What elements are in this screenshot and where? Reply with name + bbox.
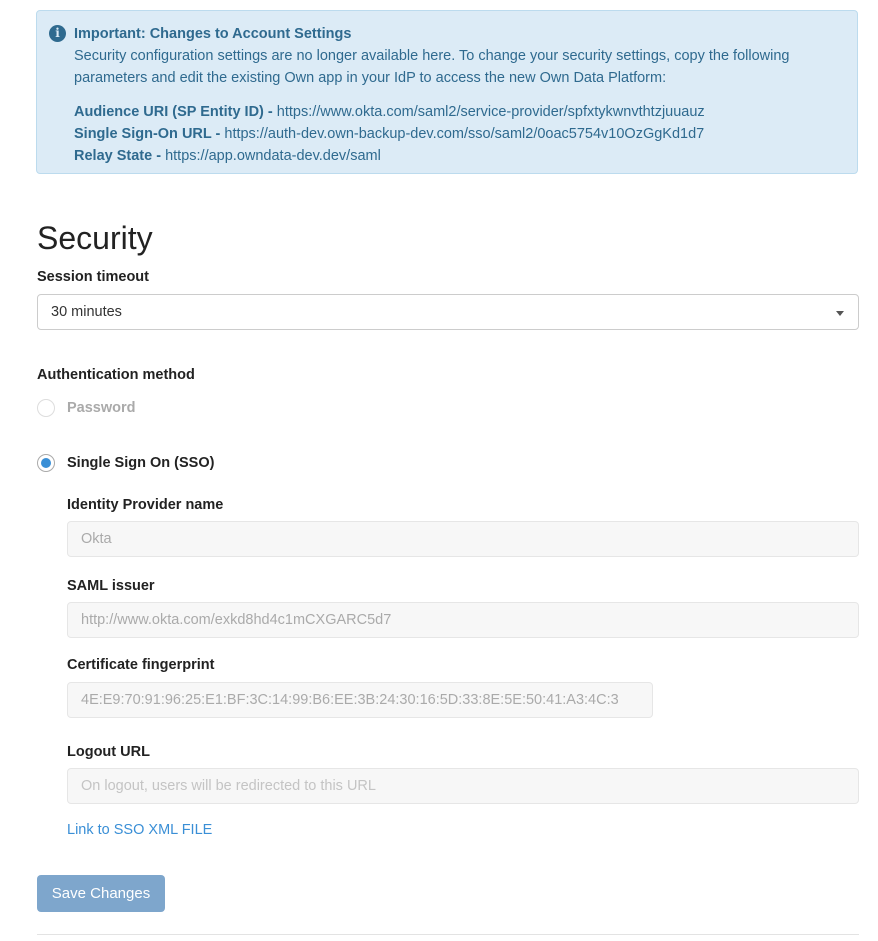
info-icon: i bbox=[49, 25, 66, 42]
session-timeout-value: 30 minutes bbox=[51, 304, 122, 320]
param-sso-url: Single Sign-On URL - https://auth-dev.own-backup-dev.com/sso/saml2/0oac5754v10OzGgKd1d7 bbox=[74, 126, 705, 142]
param-relay-state: Relay State - https://app.owndata-dev.dev/saml bbox=[74, 148, 381, 164]
auth-method-label: Authentication method bbox=[37, 367, 195, 383]
idp-name-label: Identity Provider name bbox=[67, 497, 224, 513]
param-audience-uri: Audience URI (SP Entity ID) - https://www.okta.com/saml2/service-provider/spfxtykwnvthtzjuuauz bbox=[74, 104, 705, 120]
sso-radio[interactable] bbox=[37, 454, 55, 472]
chevron-down-icon bbox=[836, 311, 844, 316]
saml-issuer-input[interactable]: http://www.okta.com/exkd8hd4c1mCXGARC5d7 bbox=[67, 602, 859, 638]
logout-url-label: Logout URL bbox=[67, 744, 150, 760]
alert-message: Security configuration settings are no longer available here. To change your security settings, copy the following parameters and edit the existing Own app in your IdP to access the new Own Data Platform: bbox=[74, 48, 790, 86]
idp-name-input[interactable]: Okta bbox=[67, 521, 859, 557]
account-settings-alert bbox=[36, 10, 858, 174]
sso-label: Single Sign On (SSO) bbox=[67, 455, 215, 471]
session-timeout-select[interactable] bbox=[37, 294, 859, 330]
cert-fingerprint-label: Certificate fingerprint bbox=[67, 657, 215, 673]
logout-url-input[interactable]: On logout, users will be redirected to this URL bbox=[67, 768, 859, 804]
alert-title: Important: Changes to Account Settings bbox=[74, 26, 352, 42]
password-radio[interactable] bbox=[37, 399, 55, 417]
password-label: Password bbox=[67, 400, 136, 416]
page-title: Security bbox=[37, 220, 153, 256]
divider bbox=[37, 934, 859, 935]
save-changes-button[interactable]: Save Changes bbox=[37, 875, 165, 912]
cert-fingerprint-input[interactable]: 4E:E9:70:91:96:25:E1:BF:3C:14:99:B6:EE:3B:24:30:16:5D:33:8E:5E:50:41:A3:4C:3 bbox=[67, 682, 653, 718]
sso-xml-link[interactable]: Link to SSO XML FILE bbox=[67, 822, 213, 838]
saml-issuer-label: SAML issuer bbox=[67, 578, 155, 594]
session-timeout-label: Session timeout bbox=[37, 269, 149, 285]
